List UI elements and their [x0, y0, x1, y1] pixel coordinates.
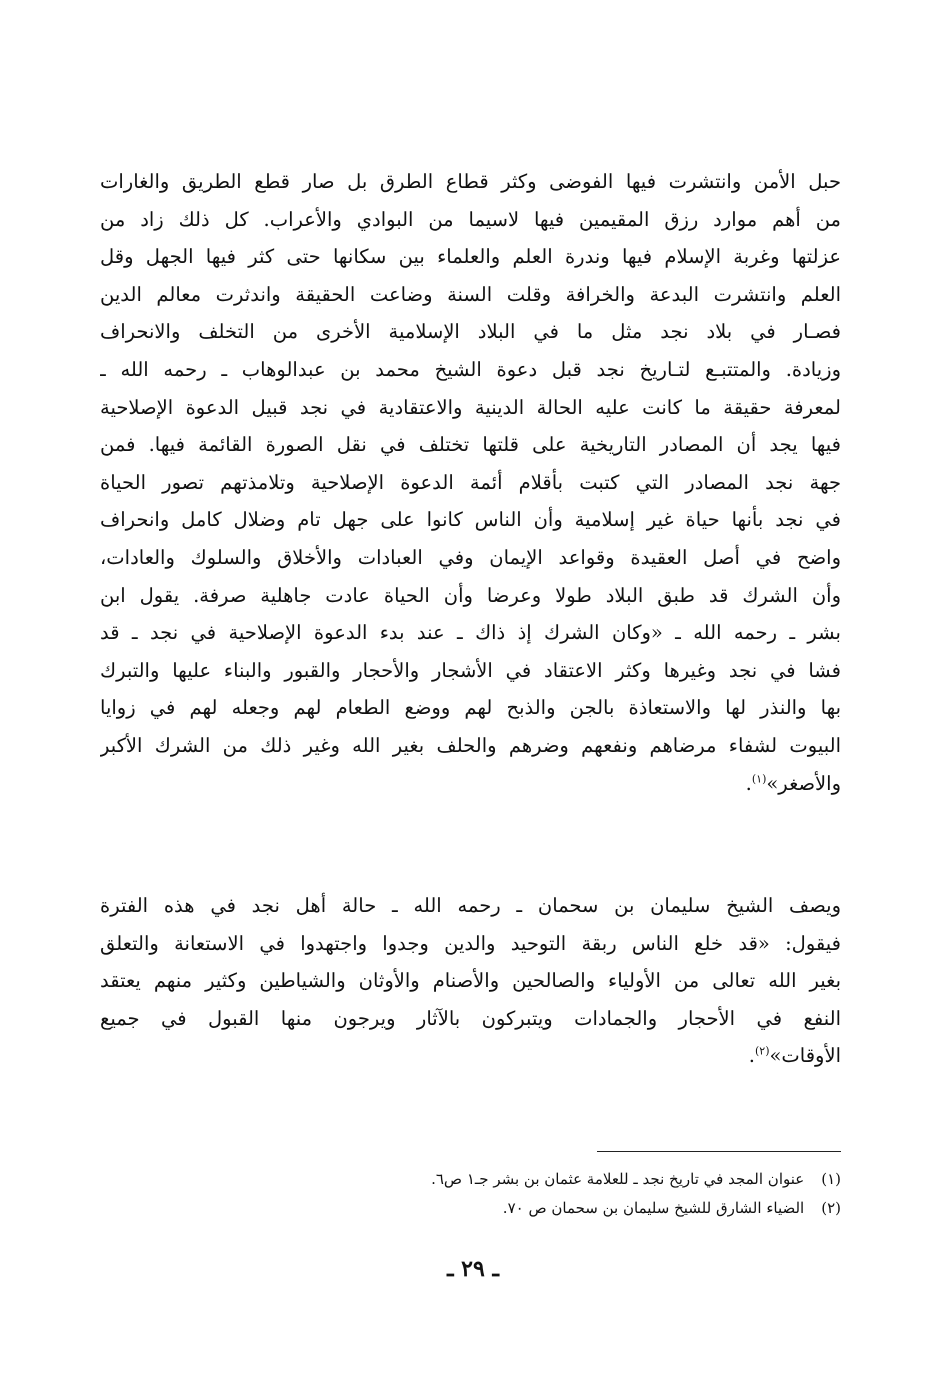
text-line-content: والأصغر»	[766, 771, 841, 795]
text-line-content: الأوقات»	[769, 1044, 841, 1068]
text-line: فشا في نجد وغيرها وكثر الاعتقاد في الأشجار والأحجار والقبور والبناء عليها والتبرك	[100, 658, 841, 682]
sentence-end: .	[745, 771, 752, 795]
text-line: من أهم موارد رزق المقيمين فيها لاسيما من البوادي والأعراب. كل ذلك زاد من	[100, 207, 841, 231]
text-line: بغير الله تعالى من الأولياء والصالحين والأصنام والأوثان والشياطين وكثير منهم يعتقد	[100, 969, 841, 993]
footnote-text: عنوان المجد في تاريخ نجد ـ للعلامة عثمان بن بشر جـ١ ص٦.	[431, 1170, 805, 1188]
footnote-reference: (١)	[751, 772, 767, 785]
text-line: فصـار في بلاد نجد مثل ما في البلاد الإسلامية الأخرى من التخلف والانحراف	[100, 320, 841, 344]
text-line-last	[100, 1037, 841, 1075]
paragraph-2	[100, 887, 841, 1075]
text-line: في نجد بأنها حياة غير إسلامية وأن الناس كانوا على جهل تام وضلال كامل وانحراف	[100, 508, 841, 532]
text-line: بها والنذر لها والاستعاذة بالجن والذبح لهم ووضع الطعام لهم وجعله لهم في زوايا	[100, 696, 841, 720]
text-line: لمعرفة حقيقة ما كانت عليه الحالة الدينية والاعتقادية في نجد قبيل الدعوة الإصلاحية	[100, 395, 841, 419]
footnote-divider	[597, 1151, 841, 1152]
sentence-end: .	[748, 1044, 755, 1068]
text-line: حبل الأمن وانتشرت فيها الفوضى وكثر قطاع الطرق بل صار قطع الطريق والغارات	[100, 170, 841, 193]
text-line: فيها يجد أن المصادر التاريخية على قلتها تختلف في نقل الصورة القائمة فيها. فمن	[100, 433, 841, 457]
text-line: واضح في أصل العقيدة وقواعد الإيمان وفي العبادات والأخلاق والسلوك والعادات،	[100, 545, 841, 569]
text-line: وأن الشرك قد طبق البلاد طولا وعرضا وأن الحياة عادت جاهلية صرفة. يقول ابن	[100, 583, 841, 607]
footnote-number: (١)	[821, 1170, 841, 1188]
paragraph-1	[100, 163, 841, 802]
footnote-number: (٢)	[821, 1199, 841, 1217]
text-line: وزيادة. والمتتبـع لتـاريخ نجد قبل دعوة الشيخ محمد بن عبدالوهاب ـ رحمه الله ـ	[100, 357, 841, 381]
footnote-1	[100, 1165, 841, 1194]
text-line-last	[100, 765, 841, 803]
text-line: فيقول: «قد خلع الناس ربقة التوحيد والدين وجدوا واجتهدوا في الاستعانة والتعلق	[100, 931, 841, 955]
footnote-2	[100, 1194, 841, 1223]
text-line: ويصف الشيخ سليمان بن سحمان ـ رحمه الله ـ حالة أهل نجد في هذه الفترة	[100, 894, 841, 917]
text-line: جهة نجد المصادر التي كتبت بأقلام أئمة الدعوة الإصلاحية وتلامذتهم تصور الحياة	[100, 470, 841, 494]
text-line: البيوت لشفاء مرضاهم ونفعهم وضرهم والحلف بغير الله وغير ذلك من الشرك الأكبر	[100, 733, 841, 757]
page-number: ـ ٢٩ ـ	[447, 1256, 499, 1282]
footnote-reference: (٢)	[754, 1044, 770, 1058]
text-line: النفع في الأحجار والجمادات ويتبركون بالآثار ويرجون منها القبول في جميع	[100, 1006, 841, 1030]
footnotes	[100, 1165, 841, 1223]
text-line: بشر ـ رحمه الله ـ «وكان الشرك إذ ذاك ـ عند بدء الدعوة الإصلاحية في نجد ـ قد	[100, 621, 841, 645]
text-line: العلم وانتشرت البدعة والخرافة وقلت السنة وضاعت الحقيقة واندثرت معالم الدين	[100, 282, 841, 306]
text-line: عزلتها وغربة الإسلام فيها وندرة العلم والعلماء بين سكانها حتى كثر فيها الجهل وقل	[100, 245, 841, 269]
footnote-text: الضياء الشارق للشيخ سليمان بن سحمان ص ٧٠.	[502, 1199, 805, 1217]
